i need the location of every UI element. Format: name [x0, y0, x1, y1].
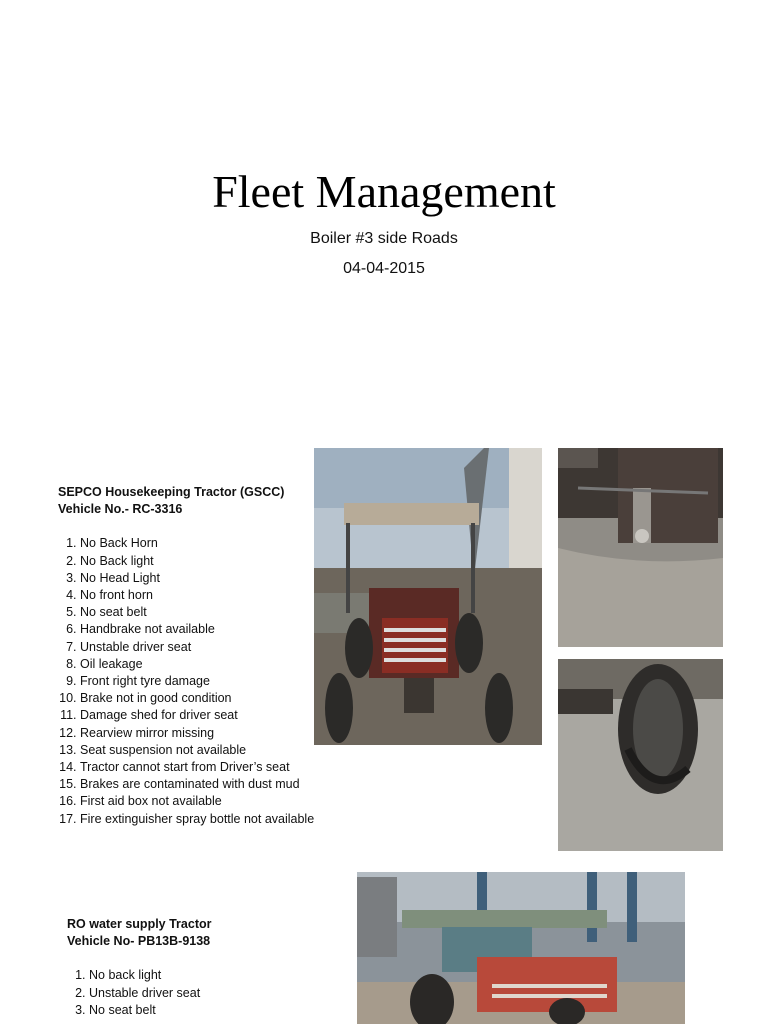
section2-text [67, 916, 347, 1019]
document-subtitle: Boiler #3 side Roads [310, 230, 458, 247]
defect-item: 1. No Back Horn [80, 535, 348, 552]
section2-heading: RO water supply Tractor [67, 917, 212, 931]
defect-item: 6. Handbrake not available [80, 621, 348, 638]
section1-defect-list [58, 535, 348, 827]
defect-item: 3. No seat belt [89, 1002, 347, 1019]
section1-heading: SEPCO Housekeeping Tractor (GSCC) [58, 485, 285, 499]
defect-item: 11. Damage shed for driver seat [80, 707, 348, 724]
tractor-front-photo [314, 448, 542, 745]
section2-defect-list [67, 967, 347, 1019]
ro-water-tractor-photo [357, 872, 685, 1024]
document-date: 04-04-2015 [343, 260, 425, 277]
damaged-tyre-photo [558, 659, 723, 851]
section1-text [58, 484, 348, 828]
defect-item: 17. Fire extinguisher spray bottle not available [80, 811, 348, 828]
defect-item: 16. First aid box not available [80, 793, 348, 810]
document-title: Fleet Management [212, 166, 556, 217]
defect-item: 4. No front horn [80, 587, 348, 604]
defect-item: 3. No Head Light [80, 570, 348, 587]
defect-item: 12. Rearview mirror missing [80, 725, 348, 742]
defect-item: 14. Tractor cannot start from Driver’s seat [80, 759, 348, 776]
engine-underside-photo [558, 448, 723, 647]
defect-item: 9. Front right tyre damage [80, 673, 348, 690]
defect-item: 15. Brakes are contaminated with dust mud [80, 776, 348, 793]
section2-vehicle-number: Vehicle No- PB13B-9138 [67, 934, 211, 949]
defect-item: 13. Seat suspension not available [80, 742, 348, 759]
defect-item: 5. No seat belt [80, 604, 348, 621]
defect-item: 10. Brake not in good condition [80, 690, 348, 707]
defect-item: 2. No Back light [80, 553, 348, 570]
defect-item: 7. Unstable driver seat [80, 639, 348, 656]
defect-item: 8. Oil leakage [80, 656, 348, 673]
defect-item: 1. No back light [89, 967, 347, 984]
defect-item: 2. Unstable driver seat [89, 985, 347, 1002]
section1-vehicle-number: Vehicle No.- RC-3316 [58, 502, 183, 517]
